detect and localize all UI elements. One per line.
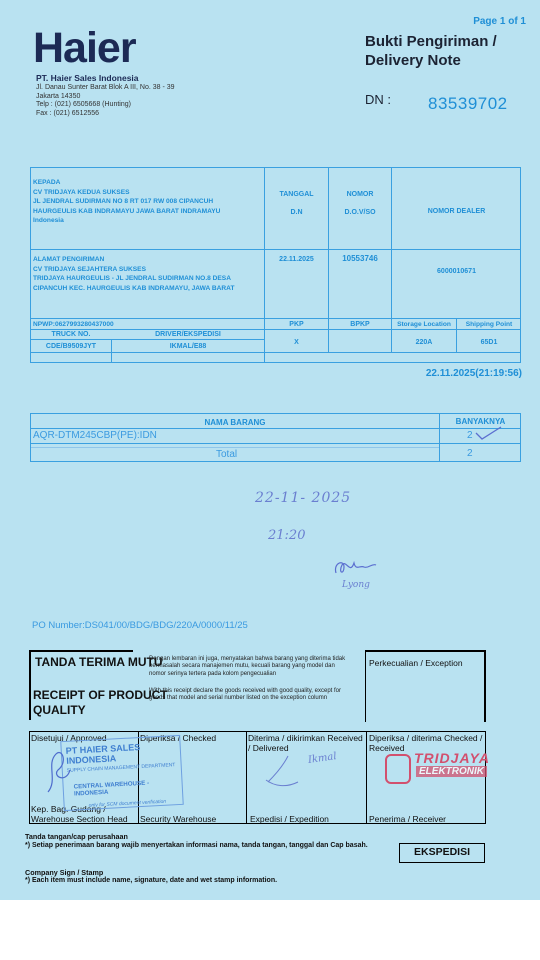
haier-logo: Haier <box>33 24 136 72</box>
handwritten-signer-name: Lyong <box>342 580 370 590</box>
footer-note2-title: Company Sign / Stamp <box>25 868 104 877</box>
dealer-header: NOMOR DEALER <box>427 208 486 215</box>
item-name: AQR-DTM245CBP(PE):IDN <box>33 430 157 441</box>
truck-header: TRUCK NO. <box>51 331 91 338</box>
handwritten-driver-name: Ikmal <box>307 751 338 766</box>
receipt-desc-id: Dengan lembaran ini juga, menyatakan bahwa barang yang diterima tidak bermasalah secara manajemen mutu, kecuali barang yang model dan nomor serinya tertera pada kolom pengecualian <box>149 656 346 677</box>
copy-label-box: EKSPEDISI <box>399 843 485 863</box>
total-qty: 2 <box>467 448 473 459</box>
bpkp-header: BPKP <box>350 321 370 328</box>
shipping-value: 65D1 <box>480 339 498 346</box>
storage-value: 220A <box>415 339 433 346</box>
npwp: NPWP:0627993280437000 <box>33 321 114 328</box>
sign-received-role: Penerima / Receiver <box>369 814 447 824</box>
po-number: PO Number:DS041/00/BDG/BDG/220A/0000/11/25 <box>32 620 248 631</box>
sign-delivered-role: Expedisi / Expedition <box>250 814 329 824</box>
receipt-title-en: RECEIPT OF PRODUCT QUALITY <box>33 688 168 717</box>
consignee-table <box>30 167 521 363</box>
footer-note1: *) Setiap penerimaan barang wajib menyertakan informasi nama, tanda tangan, tanggal dan Cap basah. <box>25 842 368 849</box>
printed-timestamp: 22.11.2025(21:19:56) <box>425 368 522 379</box>
shipping-address-block: ALAMAT PENGIRIMAN CV TRIDJAYA SEJAHTERA SUKSES TRIDJAYA HAURGEULIS - JL JENDRAL SUDIRMAN NO.8 DESA CIPANCUH KEC. HAURGEULIS KAB INDRAMAYU, JAWA BARAT <box>33 256 235 292</box>
company-name: PT. Haier Sales Indonesia <box>36 73 139 83</box>
pkp-header: PKP <box>289 321 304 328</box>
item-qty-header: BANYAKNYA <box>455 417 506 426</box>
consignee-block: KEPADA CV TRIDJAYA KEDUA SUKSES JL JENDRAL SUDIRMAN NO 8 RT 017 RW 008 CIPANCUH HAURGEULIS KAB INDRAMAYU JAWA BARAT INDRAMAYU Indonesia <box>33 179 221 225</box>
company-address: Jl. Danau Sunter Barat Blok A III, No. 38 - 39 Jakarta 14350 Telp : (021) 6505668 (Hunting) Fax : (021) 6512556 <box>36 84 175 117</box>
receipt-desc-en: With this receipt declare the goods received with good quality, except for goods that model and serial number listed on the exception column <box>149 688 341 702</box>
exception-right-line <box>484 650 486 722</box>
dn-label: DN : <box>365 92 391 107</box>
sign-approved-label: Disetujui / Approved <box>31 733 107 743</box>
pkp-value: X <box>294 339 299 346</box>
nomor-header: NOMOR D.O.V/SO <box>344 191 376 216</box>
exception-top-line <box>365 650 485 652</box>
nomor-value: 10553746 <box>342 254 378 263</box>
dealer-stamp: TRIDJAYA ELEKTRONIK <box>385 750 475 792</box>
sign-received-label: Diperiksa / diterima Checked / Received <box>369 733 483 753</box>
sign-checked-label: Diperiksa / Checked <box>140 733 217 743</box>
warehouse-stamp: PT HAIER SALES INDONESIA SUPPLY CHAIN MANAGEMENT DEPARTMENT CENTRAL WAREHOUSE - INDONESIA only for SCM document verification <box>60 735 183 811</box>
receiver-signature-icon <box>330 555 380 581</box>
shipping-header: Shipping Point <box>465 321 513 328</box>
approver-signature-icon <box>38 740 78 800</box>
handwritten-time: 21:20 <box>268 528 306 543</box>
sign-delivered-label: Diterima / dikirimkan Received / Delivered <box>248 733 363 753</box>
truck-value: CDE/B9509JYT <box>45 343 97 350</box>
receipt-bracket-top <box>29 650 133 652</box>
footer-note1-title: Tanda tangan/cap perusahaan <box>25 832 128 841</box>
receipt-title-id: TANDA TERIMA MUTU <box>35 655 163 669</box>
item-qty: 2 <box>467 430 473 441</box>
driver-value: IKMAL/E88 <box>169 343 207 350</box>
sign-checked-role: Security Warehouse <box>140 814 217 824</box>
check-mark-icon <box>474 424 504 442</box>
dn-number: 83539702 <box>428 94 508 113</box>
driver-header: DRIVER/EKSPEDISI <box>155 331 221 338</box>
document-title: Bukti Pengiriman / Delivery Note <box>365 33 497 69</box>
page-number: Page 1 of 1 <box>473 16 526 27</box>
item-name-header: NAMA BARANG <box>204 418 266 427</box>
receipt-bracket-left <box>29 650 31 720</box>
dealer-value: 6000010671 <box>437 268 476 275</box>
storage-header: Storage Location <box>397 321 451 328</box>
sign-approved-role: Kep. Bag. Gudang / Warehouse Section Head <box>31 804 128 824</box>
items-table <box>30 413 521 462</box>
driver-signature-icon <box>258 752 308 792</box>
handwritten-date: 22-11- 2025 <box>255 490 352 506</box>
footer-note2: *) Each item must include name, signature, date and wet stamp information. <box>25 877 278 884</box>
tanggal-value: 22.11.2025 <box>279 256 314 263</box>
total-label: Total <box>216 449 238 460</box>
tanggal-header: TANGGAL D.N <box>279 191 314 216</box>
exception-left-line <box>365 650 366 722</box>
exception-label: Perkecualian / Exception <box>369 658 463 668</box>
